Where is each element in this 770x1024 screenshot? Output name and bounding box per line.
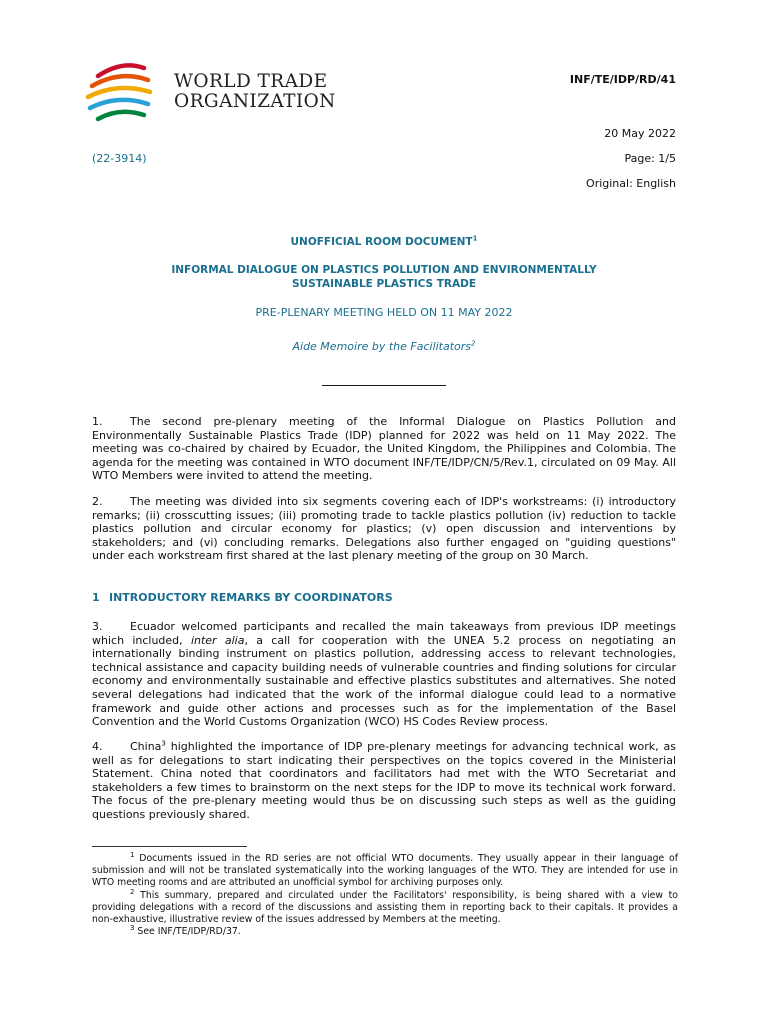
- wto-logo: [84, 58, 334, 130]
- emblem-arc-yellow: [88, 88, 150, 97]
- footnote-number: 2: [130, 887, 135, 896]
- aide-memoire-text: Aide Memoire by the Facilitators: [292, 340, 472, 353]
- document-symbol: INF/TE/IDP/RD/41: [569, 73, 676, 86]
- room-document-title: UNOFFICIAL ROOM DOCUMENT: [290, 236, 473, 248]
- paragraph-4: [92, 740, 676, 822]
- paragraph-text: The meeting was divided into six segments covering each of IDP's workstreams: (i) introductory remarks; (ii) crosscutting issues; (iii) promoting trade to tackle plastics pollution (iv) reduction to tackle plastics pollution and circular economy for plastics; (v) open discussion and interventions by stakeholders; and (vi) concluding remarks. Delegations also further engaged on "guiding questions" under each workstream first shared at the last plenary meeting of the group on 30 March.: [92, 495, 676, 563]
- paragraph-number: 2.: [92, 495, 103, 508]
- footnote-separator: [92, 846, 247, 847]
- dialogue-title: [92, 264, 676, 291]
- section-number: 1: [92, 591, 100, 604]
- org-name-line2: ORGANIZATION: [174, 91, 336, 112]
- section-title: INTRODUCTORY REMARKS BY COORDINATORS: [109, 591, 393, 604]
- footnotes: [92, 850, 678, 938]
- footnote-ref-3[interactable]: 3: [161, 739, 166, 748]
- footnote-ref-2[interactable]: 2: [471, 339, 476, 348]
- footnote-text: This summary, prepared and circulated under the Facilitators' responsibility, is being shared with a view to providing delegations with a record of the discussions and assisting them in reporting back to their capitals. It provides a non-exhaustive, illustrative review of the issues addressed by Members at the meeting.: [92, 889, 678, 926]
- dialogue-title-line2: SUSTAINABLE PLASTICS TRADE: [292, 277, 476, 290]
- emblem-arc-blue: [90, 100, 148, 108]
- footnote-2: [92, 887, 678, 927]
- footnote-number: 3: [130, 924, 135, 933]
- footnote-text: See INF/TE/IDP/RD/37.: [134, 926, 241, 938]
- paragraph-number: 3.: [92, 620, 103, 633]
- aide-memoire-subtitle: [92, 340, 676, 354]
- paragraph-3: [92, 620, 676, 729]
- document-serial: (22-3914): [92, 152, 147, 165]
- emblem-arc-orange: [92, 76, 148, 86]
- footnote-ref-1[interactable]: 1: [472, 234, 478, 243]
- paragraph-number: 1.: [92, 415, 103, 428]
- paragraph-text-end: highlighted the importance of IDP pre-plenary meetings for advancing technical work, as well as for delegations to start indicating their perspectives on the topics covered in the Ministerial Statement. China noted that coordinators and facilitators had met with the WTO Secretariat and stakeholders a few times to brainstorm on the next steps for the IDP to move its technical work forward. The focus of the pre-plenary meeting would thus be on discussing such steps as well as the guiding questions previously shared.: [92, 740, 676, 821]
- original-language: Original: English: [586, 177, 676, 190]
- emblem-arc-green: [98, 112, 144, 119]
- meeting-subtitle: PRE-PLENARY MEETING HELD ON 11 MAY 2022: [255, 306, 513, 319]
- paragraph-1: [92, 415, 676, 483]
- section-heading-1: [92, 591, 393, 604]
- paragraph-text-start: China: [130, 740, 162, 753]
- latin-phrase: inter alia: [190, 633, 245, 647]
- footnote-1: [92, 850, 678, 890]
- organization-name: [174, 72, 336, 112]
- footnote-number: 1: [130, 850, 135, 859]
- footnote-text: Documents issued in the RD series are not official WTO documents. They usually appear in their language of submission and will not be translated systematically into the working languages of the WTO. They are intended for use in WTO meeting rooms and are attributed an unofficial symbol for archiving purposes only.: [92, 853, 678, 889]
- paragraph-text-end: , a call for cooperation with the UNEA 5.2 process on negotiating an internationally binding instrument on plastics pollution, addressing access to relevant technologies, technical assistance and capacity building needs of vulnerable countries and finding solutions for circular economy and environmentally sustainable and effective plastics substitutes and alternatives. She noted several delegations had indicated that the work of the informal dialogue could lead to a normative framework and guide other actions and processes such as for the implementation of the Basel Convention and the World Customs Organization (WCO) HS Codes Review process.: [92, 633, 676, 729]
- document-date: 20 May 2022: [604, 127, 676, 140]
- paragraph-number: 4.: [92, 740, 103, 753]
- title-divider: [322, 385, 446, 386]
- wto-emblem-icon: [84, 58, 168, 130]
- org-name-line1: WORLD TRADE: [174, 71, 328, 92]
- page-number: Page: 1/5: [624, 152, 676, 165]
- room-document-heading: [92, 236, 676, 250]
- paragraph-text: The second pre-plenary meeting of the Informal Dialogue on Plastics Pollution and Environmentally Sustainable Plastics Trade (IDP) planned for 2022 was held on 11 May 2022. The meeting was co-chaired by chaired by Ecuador, the United Kingdom, the Philippines and Colombia. The agenda for the meeting was contained in WTO document INF/TE/IDP/CN/5/Rev.1, circulated on 09 May. All WTO Members were invited to attend the meeting.: [92, 415, 676, 483]
- footnote-3: [92, 926, 678, 938]
- dialogue-title-line1: INFORMAL DIALOGUE ON PLASTICS POLLUTION AND ENVIRONMENTALLY: [171, 264, 597, 276]
- paragraph-text-start: Ecuador welcomed participants and recalled the main takeaways from previous IDP meetings which included,: [92, 620, 676, 647]
- paragraph-2: [92, 495, 676, 563]
